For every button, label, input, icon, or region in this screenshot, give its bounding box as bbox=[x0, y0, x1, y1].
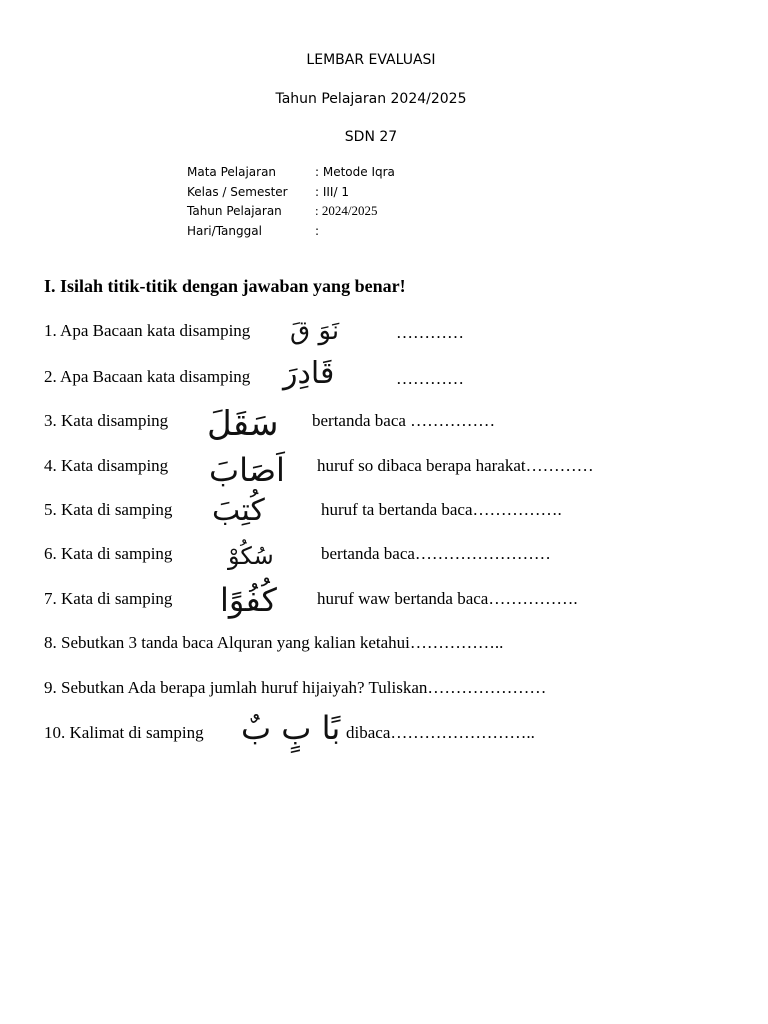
info-label: Hari/Tanggal bbox=[187, 224, 262, 238]
question-4-text: 4. Kata disamping bbox=[44, 456, 169, 475]
question-1-text: 1. Apa Bacaan kata disamping bbox=[44, 321, 251, 340]
question-6-arabic-word: سُكُوْ bbox=[228, 542, 274, 570]
info-value: : Metode Iqra bbox=[315, 165, 395, 179]
question-2-text: 2. Apa Bacaan kata disamping bbox=[44, 367, 251, 386]
question-8-text: 8. Sebutkan 3 tanda baca Alquran yang kalian ketahui…………….. bbox=[44, 633, 504, 652]
school-name: SDN 27 bbox=[344, 129, 398, 145]
question-7-answer-blank: huruf waw bertanda baca……………. bbox=[317, 589, 578, 608]
section-title: I. Isilah titik-titik dengan jawaban yang benar! bbox=[44, 276, 406, 296]
info-value: : III/ 1 bbox=[315, 185, 349, 199]
info-value: : bbox=[315, 224, 320, 238]
page-title: LEMBAR EVALUASI bbox=[306, 52, 436, 68]
info-label: Mata Pelajaran bbox=[187, 165, 277, 179]
question-3-text: 3. Kata disamping bbox=[44, 411, 169, 430]
info-label: Tahun Pelajaran bbox=[187, 204, 282, 218]
question-10-arabic-phrase: بًا بٍ بٌ bbox=[241, 709, 341, 747]
question-4-answer-blank: huruf so dibaca berapa harakat………… bbox=[317, 456, 594, 475]
question-6-answer-blank: bertanda baca…………………… bbox=[321, 544, 551, 563]
question-10-text: 10. Kalimat di samping bbox=[44, 723, 204, 742]
question-2-arabic-word: قَادِرَ bbox=[283, 356, 335, 391]
info-label: Kelas / Semester bbox=[187, 185, 288, 199]
question-9-text: 9. Sebutkan Ada berapa jumlah huruf hijaiyah? Tuliskan………………… bbox=[44, 678, 547, 697]
question-3-answer-blank: bertanda baca …………… bbox=[312, 411, 496, 430]
info-value: : 2024/2025 bbox=[315, 203, 378, 218]
question-10-answer-blank: dibaca…………………….. bbox=[346, 723, 535, 742]
academic-year-heading: Tahun Pelajaran 2024/2025 bbox=[275, 91, 467, 107]
question-5-text: 5. Kata di samping bbox=[44, 500, 173, 519]
question-7-text: 7. Kata di samping bbox=[44, 589, 173, 608]
question-6-text: 6. Kata di samping bbox=[44, 544, 173, 563]
question-5-arabic-word: كُتِبَ bbox=[212, 493, 265, 528]
question-1-answer-blank: ………… bbox=[396, 323, 464, 342]
question-4-arabic-word: اَصَابَ bbox=[209, 451, 285, 489]
question-7-arabic-word: كُفُوًا bbox=[220, 581, 277, 619]
question-1-arabic-word: نَوَ قَ bbox=[290, 316, 340, 346]
question-3-arabic-word: سَقَلَ bbox=[207, 404, 279, 444]
question-2-answer-blank: ………… bbox=[396, 369, 464, 388]
question-5-answer-blank: huruf ta bertanda baca……………. bbox=[321, 500, 562, 519]
